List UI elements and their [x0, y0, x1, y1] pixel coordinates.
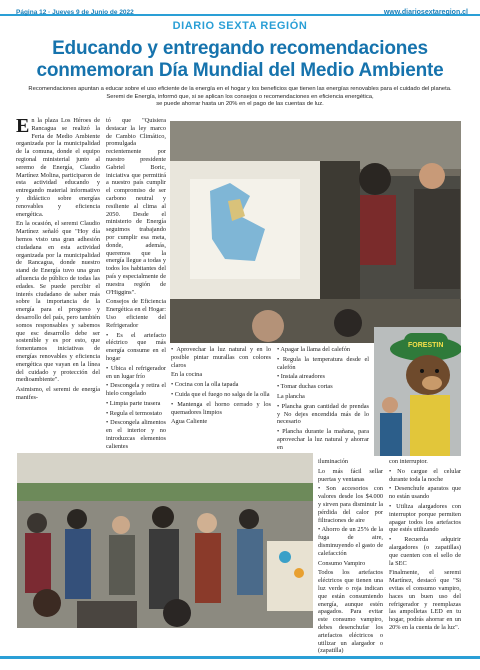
mascot-hat-sign: FORESTIN: [408, 342, 444, 349]
photo-forestin-mascot: [374, 327, 461, 456]
paragraph: [16, 117, 100, 218]
photo-crowd: [17, 453, 313, 628]
footer-rule: [0, 656, 480, 659]
column-3: [171, 346, 271, 428]
lede-line-3: se puede ahorrar hasta un 20% en el pago de las cuentas de luz.: [156, 101, 324, 108]
bullet-item: • Aprovechar la luz natural y en lo posible pintar murallas con colores claros: [171, 346, 271, 369]
bullet-item: • Plancha gran cantidad de prendas y No dejes encendida más de lo necesario: [277, 402, 369, 426]
subheading: La plancha: [277, 392, 305, 400]
photo-crowd-illustration: [17, 453, 313, 628]
paragraph: Finalmente, el seremi Martínez, destacó que "Si evitas el consumo vampiro, haces un buen uso del refrigerador y reemplazas las ampolletas LED en tu hogar, podrás ahorrar en un 20% en la cuenta de la luz".: [389, 569, 461, 631]
column-5: [318, 458, 383, 657]
headline-line-1: Educando y entregando recomendaciones: [52, 38, 428, 59]
bullet-item: • Regula el termostato: [106, 409, 162, 417]
lede: [18, 86, 462, 109]
paragraph: Todos los artefactos eléctricos que tienen una luz verde o roja indican que están consumiendo energía, aunque estén apagados. Para evitar este consumo vampiro, debes desenchufar los artefactos eléctricos o utilizar un alargador o (zapatilla): [318, 569, 383, 655]
bullet-item: • Descongela alimentos en el interior y no introduzcas elementos calientes: [106, 419, 166, 450]
website-link[interactable]: www.diariosextaregion.cl: [383, 9, 468, 16]
bullet-item: • Plancha durante la mañana, para aprovechar la luz natural y ahorrar en: [277, 428, 369, 451]
photo-forestin-mascot-illustration: [374, 327, 461, 456]
bullet-item: • Instala aireadores: [277, 373, 326, 381]
paragraph: En la ocasión, el seremi Claudio Martínez señaló que "Hoy día hemos visto una gran adhesión ciudadana en esta actividad organizada por la municipalidad de Rancagua, donde nuestro stand de Energía tuvo una gran afluencia de público de todas las edades. Se puede percibir el interés ciudadano de saber más sobre la importancia de la energía para el progreso y desarrollo del país, pero también somos responsables y sabemos que esc desarrollo debe ser sostenible y es por esto, que fomentamos iniciativas de energías renovables y eficiencia energética que vayan en la línea del cuidado y protección del medioambiente".: [16, 220, 100, 384]
bullet-item: • Mantenga el horno cerrado y los quemadores limpios: [171, 400, 271, 416]
bullet-item: • Limpia parte trasera: [106, 399, 161, 407]
bullet-item: • Apagar la llama del calefón: [277, 346, 351, 353]
bullet-item: • Utiliza alargadores con interruptor porque permiten apagar todos los artefactos que estés utilizando: [389, 502, 461, 534]
subheading: Lo más fácil sellar puertas y ventanas: [318, 467, 383, 483]
bullet-item: • Tomar duchas cortas: [277, 383, 333, 391]
subheading: Consejos de Eficiencia Energética en el Hogar: Uso eficiente del Refrigerador: [106, 298, 166, 329]
bullet-item: • No cargue el celular durante toda la noche: [389, 467, 461, 483]
paragraph: con interruptor.: [389, 458, 428, 465]
drop-cap: E: [16, 115, 30, 137]
paragraph-text: n la plaza Los Héroes de Rancagua se realizó la Feria de Medio Ambiente organizada por la municipalidad de la comuna, donde el equipo regional ministerial junto al seremo de Energía, Claudio Martínez Molina, participaron de esta actividad educando y entregando material informativo y didáctico sobre energías renovables y eficiencia energética.: [16, 117, 100, 218]
headline-line-2: conmemoran Día Mundial del Medio Ambiente: [36, 60, 444, 81]
paragraph: Asimismo, el seremi de energía manifes-: [16, 386, 100, 401]
bullet-item: • Regula la temperatura desde el calefón: [277, 355, 369, 371]
column-4: [277, 346, 369, 454]
subheading: En la cocina: [171, 371, 203, 379]
paragraph: iluminación: [318, 458, 349, 465]
bullet-item: • Son accesorios con valores desde los $4.000 y sirven para disminuir la pérdida del calor por filtraciones de aire: [318, 485, 383, 524]
lede-line-1: Recomendaciones apuntan a educar sobre el uso eficiente de la energía en el hogar y los beneficios que tienen las energías renovables para el cuidado del planeta.: [28, 86, 452, 92]
bullet-item: • Desenchufe aparatos que no están usando: [389, 485, 461, 501]
column-1: [16, 117, 100, 404]
bullet-item: • Recuerda adquirir alargadores (o zapatillas) que cuenten con el sello de la SEC: [389, 536, 461, 567]
photo-energy-stand-illustration: [170, 121, 461, 343]
paragraph: tó que "Quisiera destacar la ley marco de Cambio Climático, promulgada recientemente por nuestro presidente Gabriel Boric, iniciativa que permitirá a nuestro país cumplir el compromiso de ser carbono neutral y resiliente al clima al 2050. Desde el ministerio de Energía seguimos trabajando por cumplir esa meta, donde, además, queremos que la energía llegue a todas y todos los habitantes del país y especialmente de nuestra región de O'Higgins".: [106, 117, 166, 296]
lede-line-2: Seremi de Energía, informó que, si se aplican los consejos o recomendaciones en eficiencia energética,: [106, 93, 374, 100]
bullet-item: • Es el artefacto eléctrico que más energía consume en el hogar: [106, 331, 166, 362]
bullet-item: • Ahorro de un 25% de la fuga de aire, disminuyendo el gasto de calefacción: [318, 526, 383, 557]
bullet-item: • Cuida que el fuego no salga de la olla: [171, 390, 270, 398]
page-info: Página 12 · Jueves 9 de Junio de 2022: [16, 9, 134, 16]
subheading: Agua Caliente: [171, 418, 208, 426]
subheading: Consumo Vampiro: [318, 559, 366, 567]
bullet-item: • Descongela y retira el hielo congelado: [106, 382, 166, 398]
masthead: DIARIO SEXTA REGIÓN: [172, 20, 308, 32]
headline: [0, 38, 480, 82]
column-6: [389, 458, 461, 634]
bullet-item: • Ubica el refrigerador en un lugar frío: [106, 364, 166, 380]
bullet-item: • Cocina con la olla tapada: [171, 381, 239, 389]
photo-energy-stand: [170, 121, 461, 343]
